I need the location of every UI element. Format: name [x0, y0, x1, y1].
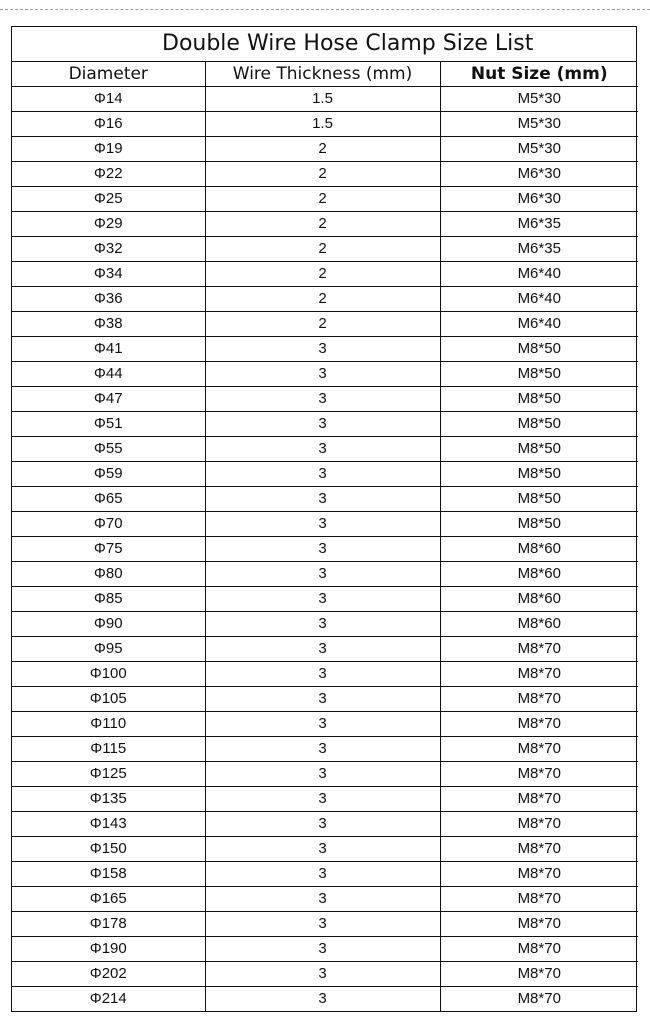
- cell-nut-size: M8*60: [440, 562, 638, 587]
- cell-wire-thickness: 3: [205, 487, 440, 512]
- cell-diameter: Φ34: [12, 262, 205, 287]
- cell-wire-thickness: 2: [205, 212, 440, 237]
- cell-nut-size: M6*35: [440, 212, 638, 237]
- cell-wire-thickness: 3: [205, 887, 440, 912]
- cell-diameter: Φ165: [12, 887, 205, 912]
- dashed-separator: [0, 9, 650, 10]
- cell-wire-thickness: 2: [205, 287, 440, 312]
- table-row: [12, 712, 638, 737]
- table-row: [12, 587, 638, 612]
- header-wire-thickness: Wire Thickness (mm): [205, 62, 440, 87]
- table-row: [12, 562, 638, 587]
- cell-wire-thickness: 1.5: [205, 87, 440, 112]
- cell-diameter: Φ90: [12, 612, 205, 637]
- table-row: [12, 912, 638, 937]
- cell-wire-thickness: 3: [205, 437, 440, 462]
- cell-diameter: Φ51: [12, 412, 205, 437]
- table-row: [12, 762, 638, 787]
- cell-diameter: Φ202: [12, 962, 205, 987]
- cell-nut-size: M8*70: [440, 662, 638, 687]
- cell-wire-thickness: 3: [205, 787, 440, 812]
- table-row: [12, 187, 638, 212]
- cell-diameter: Φ59: [12, 462, 205, 487]
- cell-nut-size: M8*70: [517, 990, 561, 1007]
- table-row: [12, 337, 638, 362]
- cell-wire-thickness: 3: [205, 362, 440, 387]
- cell-nut-size: M6*35: [440, 237, 638, 262]
- cell-wire-thickness: 3: [205, 612, 440, 637]
- cell-diameter: Φ125: [12, 762, 205, 787]
- cell-diameter: Φ22: [12, 162, 205, 187]
- cell-diameter: Φ41: [12, 337, 205, 362]
- cell-diameter: Φ190: [12, 937, 205, 962]
- table-row: [12, 862, 638, 887]
- cell-diameter: Φ150: [12, 837, 205, 862]
- cell-wire-thickness: 1.5: [205, 112, 440, 137]
- cell-diameter: Φ143: [12, 812, 205, 837]
- cell-nut-size: M8*70: [440, 737, 638, 762]
- table-row: [12, 887, 638, 912]
- header-row: [12, 62, 638, 87]
- cell-wire-thickness: 3: [205, 837, 440, 862]
- cell-diameter: Φ115: [12, 737, 205, 762]
- cell-diameter: Φ38: [12, 312, 205, 337]
- cell-nut-size: M6*30: [440, 162, 638, 187]
- cell-diameter: Φ65: [12, 487, 205, 512]
- cell-diameter: Φ32: [12, 237, 205, 262]
- cell-diameter: Φ100: [12, 662, 205, 687]
- cell-nut-size: M5*30: [440, 137, 638, 162]
- cell-wire-thickness: 2: [205, 237, 440, 262]
- table-row: [12, 137, 638, 162]
- table-row: [12, 962, 638, 987]
- cell-diameter: Φ36: [12, 287, 205, 312]
- table-row: [12, 437, 638, 462]
- cell-nut-size: M8*50: [440, 462, 638, 487]
- table-row: [12, 162, 638, 187]
- cell-nut-size: M8*60: [440, 537, 638, 562]
- cell-nut-size: M8*70: [440, 762, 638, 787]
- size-table: [12, 62, 638, 1011]
- cell-diameter: Φ19: [12, 137, 205, 162]
- cell-nut-size: M8*50: [440, 412, 638, 437]
- cell-diameter: Φ47: [12, 387, 205, 412]
- cell-nut-size: M8*70: [440, 962, 638, 987]
- table-row: [12, 662, 638, 687]
- table-row: [12, 987, 638, 1012]
- cell-nut-size: M8*70: [440, 637, 638, 662]
- size-list-table-sheet: [11, 26, 637, 1012]
- table-row: [12, 737, 638, 762]
- cell-nut-size: M5*30: [440, 87, 638, 112]
- cell-nut-size: M6*30: [440, 187, 638, 212]
- cell-nut-size: M8*70: [440, 787, 638, 812]
- table-row: [12, 512, 638, 537]
- cell-nut-size: M8*50: [440, 362, 638, 387]
- table-row: [12, 362, 638, 387]
- cell-diameter: Φ44: [12, 362, 205, 387]
- table-row: [12, 312, 638, 337]
- cell-wire-thickness: 3: [205, 762, 440, 787]
- cell-wire-thickness: 3: [205, 987, 440, 1012]
- cell-nut-size: M8*50: [440, 437, 638, 462]
- cell-nut-size: M8*70: [440, 912, 638, 937]
- cell-wire-thickness: 2: [205, 262, 440, 287]
- cell-wire-thickness: 3: [205, 562, 440, 587]
- cell-wire-thickness: 3: [205, 637, 440, 662]
- cell-wire-thickness: 3: [205, 337, 440, 362]
- cell-diameter: Φ75: [12, 537, 205, 562]
- cell-nut-size: M8*50: [440, 512, 638, 537]
- cell-wire-thickness: 3: [205, 387, 440, 412]
- table-row: [12, 387, 638, 412]
- cell-nut-size: M8*70: [440, 837, 638, 862]
- cell-nut-size: M8*70: [440, 862, 638, 887]
- cell-wire-thickness: 2: [205, 187, 440, 212]
- table-row: [12, 837, 638, 862]
- cell-diameter: Φ70: [12, 512, 205, 537]
- cell-wire-thickness: 3: [205, 962, 440, 987]
- cell-diameter: Φ214: [12, 987, 205, 1012]
- cell-diameter: Φ105: [12, 687, 205, 712]
- header-nut-size: Nut Size (mm): [440, 62, 638, 87]
- cell-wire-thickness: 3: [205, 812, 440, 837]
- cell-diameter: Φ95: [12, 637, 205, 662]
- table-row: [12, 212, 638, 237]
- cell-nut-size: M5*30: [440, 112, 638, 137]
- cell-nut-size: M6*40: [440, 312, 638, 337]
- cell-diameter: Φ14: [12, 87, 205, 112]
- cell-diameter: Φ16: [12, 112, 205, 137]
- table-row: [12, 412, 638, 437]
- table-title: Double Wire Hose Clamp Size List: [12, 27, 636, 62]
- table-row: [12, 612, 638, 637]
- cell-wire-thickness: 3: [205, 737, 440, 762]
- cell-wire-thickness: 3: [205, 412, 440, 437]
- cell-diameter: Φ80: [12, 562, 205, 587]
- cell-wire-thickness: 3: [205, 912, 440, 937]
- cell-wire-thickness: 3: [205, 462, 440, 487]
- cell-nut-size: M8*70: [440, 712, 638, 737]
- cell-diameter: Φ85: [12, 587, 205, 612]
- cell-wire-thickness: 3: [205, 937, 440, 962]
- table-row: [12, 237, 638, 262]
- cell-nut-size: M8*70: [440, 687, 638, 712]
- cell-wire-thickness: 3: [205, 712, 440, 737]
- cell-diameter: Φ178: [12, 912, 205, 937]
- cell-wire-thickness: 3: [205, 862, 440, 887]
- table-row: [12, 287, 638, 312]
- cell-diameter: Φ110: [12, 712, 205, 737]
- cell-nut-size: M8*50: [440, 487, 638, 512]
- cell-wire-thickness: 3: [205, 587, 440, 612]
- table-row: [12, 112, 638, 137]
- table-body: [12, 87, 638, 1012]
- cell-nut-size: M8*60: [440, 587, 638, 612]
- cell-wire-thickness: 3: [205, 687, 440, 712]
- cell-nut-size: M8*70: [440, 887, 638, 912]
- cell-nut-size: M8*60: [440, 612, 638, 637]
- cell-wire-thickness: 3: [205, 537, 440, 562]
- cell-wire-thickness: 2: [205, 162, 440, 187]
- table-row: [12, 537, 638, 562]
- table-row: [12, 462, 638, 487]
- table-row: [12, 687, 638, 712]
- cell-nut-size: M8*50: [440, 337, 638, 362]
- cell-wire-thickness: 2: [205, 312, 440, 337]
- cell-diameter: Φ55: [12, 437, 205, 462]
- cell-nut-size: M8*70: [440, 812, 638, 837]
- cell-nut-size: M8*70: [440, 937, 638, 962]
- cell-diameter: Φ135: [12, 787, 205, 812]
- cell-wire-thickness: 3: [205, 512, 440, 537]
- cell-wire-thickness: 2: [205, 137, 440, 162]
- table-row: [12, 812, 638, 837]
- table-row: [12, 262, 638, 287]
- cell-nut-size: M6*40: [440, 287, 638, 312]
- cell-nut-size: M8*50: [440, 387, 638, 412]
- cell-nut-size: M6*40: [440, 262, 638, 287]
- table-row: [12, 937, 638, 962]
- cell-wire-thickness: 3: [205, 662, 440, 687]
- table-row: [12, 787, 638, 812]
- cell-diameter: Φ29: [12, 212, 205, 237]
- table-row: [12, 87, 638, 112]
- cell-diameter: Φ25: [12, 187, 205, 212]
- table-row: [12, 487, 638, 512]
- table-row: [12, 637, 638, 662]
- cell-diameter: Φ158: [12, 862, 205, 887]
- header-diameter: Diameter: [12, 62, 205, 87]
